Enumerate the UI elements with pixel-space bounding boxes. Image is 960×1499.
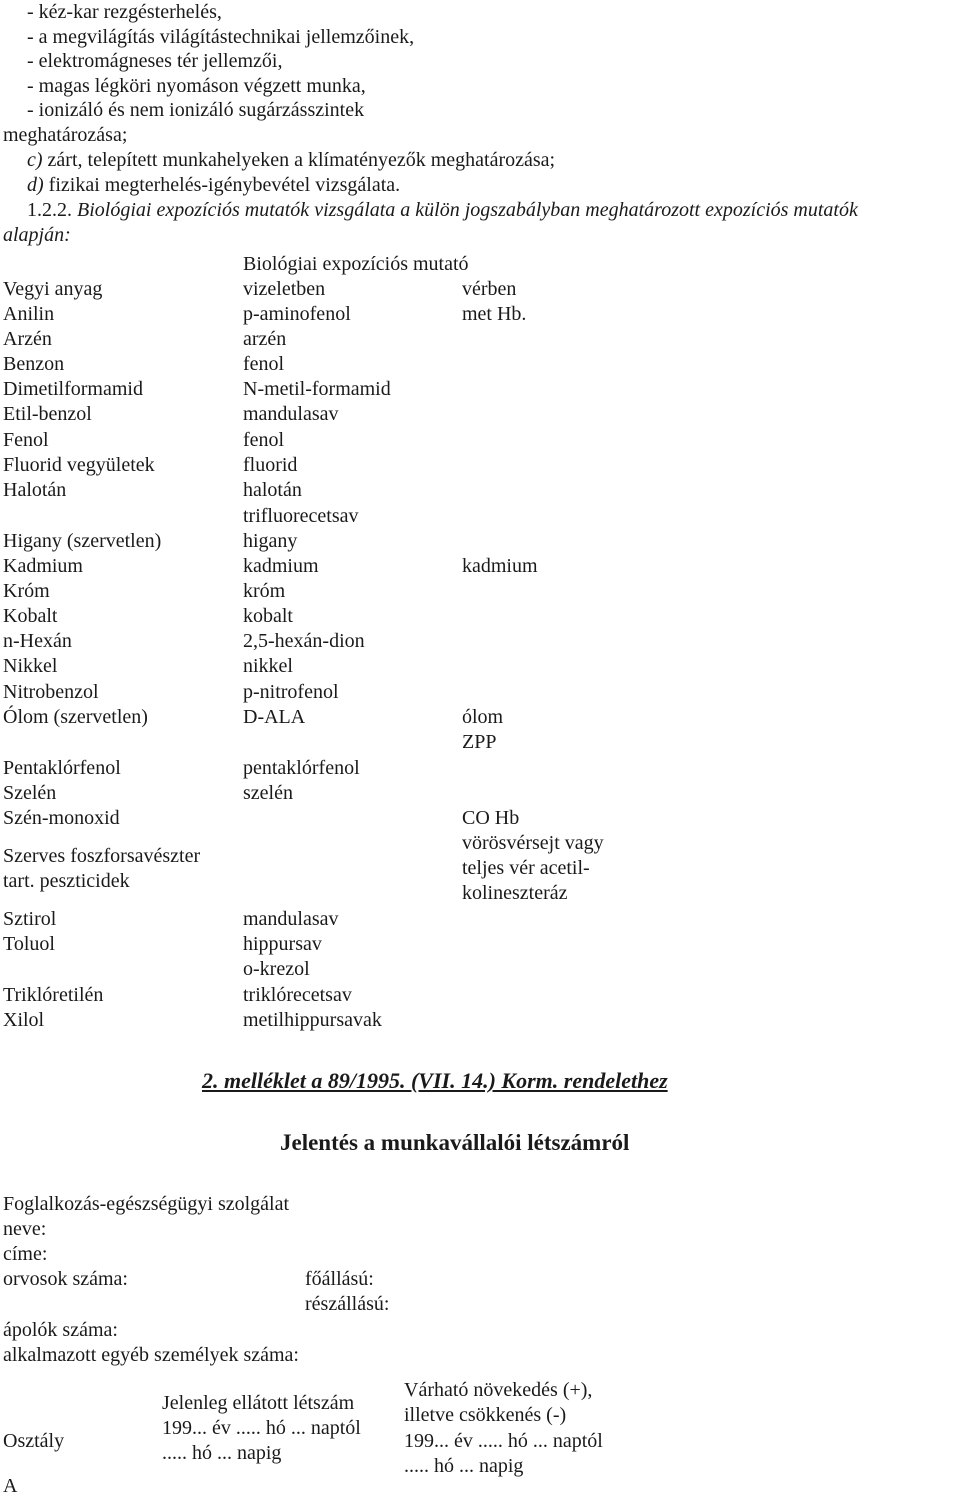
column-header-blood: vérben <box>462 278 517 300</box>
blood-cell: kolineszteráz <box>462 882 568 904</box>
substance-cell: Benzon <box>3 353 65 375</box>
item-text: zárt, telepített munkahelyeken a klímatényezők meghatározása; <box>42 149 556 171</box>
substance-cell: Halotán <box>3 479 67 501</box>
substance-cell: tart. peszticidek <box>3 870 130 892</box>
blood-cell: teljes vér acetil- <box>462 857 590 879</box>
list-item: - a megvilágítás világítástechnikai jellemzőinek, <box>27 26 415 48</box>
blood-cell: kadmium <box>462 555 538 577</box>
name-label: neve: <box>3 1218 47 1240</box>
item-letter: c) <box>27 149 43 171</box>
department-row-label: A <box>3 1475 18 1497</box>
annex-title: 2. melléklet a 89/1995. (VII. 14.) Korm. rendelethez <box>202 1068 668 1093</box>
substance-cell: Fluorid vegyületek <box>3 454 155 476</box>
substance-cell: Anilin <box>3 303 55 325</box>
urine-cell: triklórecetsav <box>243 984 352 1006</box>
section-number: 1.2.2. <box>27 199 77 221</box>
service-label: Foglalkozás-egészségügyi szolgálat <box>3 1193 290 1215</box>
urine-cell: N-metil-formamid <box>243 378 391 400</box>
list-item: meghatározása; <box>3 124 128 146</box>
blood-cell: ZPP <box>462 731 497 753</box>
current-headcount-header: 199... év ..... hó ... naptól <box>162 1417 361 1439</box>
urine-cell: szelén <box>243 782 293 804</box>
table-group-header: Biológiai expozíciós mutató <box>243 253 469 275</box>
urine-cell: 2,5-hexán-dion <box>243 630 365 652</box>
urine-cell: p-nitrofenol <box>243 681 339 703</box>
urine-cell: trifluorecetsav <box>243 505 359 527</box>
fulltime-label: főállású: <box>305 1268 374 1290</box>
current-headcount-header: Jelenleg ellátott létszám <box>162 1392 355 1414</box>
list-item: - ionizáló és nem ionizáló sugárzásszintek <box>27 99 365 121</box>
substance-cell: Dimetilformamid <box>3 378 143 400</box>
urine-cell: kobalt <box>243 605 293 627</box>
blood-cell: vörösvérsejt vagy <box>462 832 604 854</box>
substance-cell: Toluol <box>3 933 55 955</box>
expected-change-header: 199... év ..... hó ... naptól <box>404 1430 603 1452</box>
substance-cell: Nikkel <box>3 655 58 677</box>
expected-change-header: illetve csökkenés (-) <box>404 1404 567 1426</box>
column-header-urine: vizeletben <box>243 278 326 300</box>
parttime-label: részállású: <box>305 1293 390 1315</box>
substance-cell: Pentaklórfenol <box>3 757 121 779</box>
urine-cell: fluorid <box>243 454 298 476</box>
blood-cell: CO Hb <box>462 807 520 829</box>
blood-cell: met Hb. <box>462 303 527 325</box>
substance-cell: Fenol <box>3 429 49 451</box>
urine-cell: D-ALA <box>243 706 306 728</box>
substance-cell: Arzén <box>3 328 52 350</box>
list-item: - elektromágneses tér jellemzői, <box>27 50 283 72</box>
substance-cell: Nitrobenzol <box>3 681 99 703</box>
substance-cell: Xilol <box>3 1009 45 1031</box>
urine-cell: metilhippursavak <box>243 1009 382 1031</box>
doctors-label: orvosok száma: <box>3 1268 128 1290</box>
urine-cell: p-aminofenol <box>243 303 351 325</box>
urine-cell: kadmium <box>243 555 319 577</box>
substance-cell: Szén-monoxid <box>3 807 120 829</box>
substance-cell: Ólom (szervetlen) <box>3 706 148 728</box>
substance-cell: n-Hexán <box>3 630 72 652</box>
urine-cell: mandulasav <box>243 908 339 930</box>
substance-cell: Króm <box>3 580 50 602</box>
urine-cell: halotán <box>243 479 302 501</box>
substance-cell: Szelén <box>3 782 57 804</box>
list-item: - kéz-kar rezgésterhelés, <box>27 1 222 23</box>
section-text-continued: alapján: <box>3 224 71 246</box>
report-title: Jelentés a munkavállalói létszámról <box>280 1130 630 1155</box>
others-label: alkalmazott egyéb személyek száma: <box>3 1344 299 1366</box>
urine-cell: mandulasav <box>243 403 339 425</box>
section-text: Biológiai expozíciós mutatók vizsgálata a külön jogszabályban meghatározott expozíciós mutatók <box>77 199 858 221</box>
department-header: Osztály <box>3 1430 65 1452</box>
substance-cell: Triklóretilén <box>3 984 104 1006</box>
item-text: fizikai megterhelés-igénybevétel vizsgálata. <box>43 174 401 196</box>
substance-cell: Szerves foszforsavészter <box>3 845 201 867</box>
substance-cell: Kadmium <box>3 555 83 577</box>
urine-cell: nikkel <box>243 655 293 677</box>
urine-cell: o-krezol <box>243 958 310 980</box>
column-header-substance: Vegyi anyag <box>3 278 103 300</box>
substance-cell: Kobalt <box>3 605 58 627</box>
substance-cell: Etil-benzol <box>3 403 92 425</box>
urine-cell: hippursav <box>243 933 322 955</box>
blood-cell: ólom <box>462 706 504 728</box>
urine-cell: fenol <box>243 429 285 451</box>
substance-cell: Sztirol <box>3 908 57 930</box>
address-label: címe: <box>3 1243 48 1265</box>
substance-cell: Higany (szervetlen) <box>3 530 162 552</box>
urine-cell: pentaklórfenol <box>243 757 360 779</box>
current-headcount-header: ..... hó ... napig <box>162 1442 282 1464</box>
list-item-c <box>27 148 555 173</box>
list-item: - magas légköri nyomáson végzett munka, <box>27 75 366 97</box>
nurses-label: ápolók száma: <box>3 1319 118 1341</box>
expected-change-header: ..... hó ... napig <box>404 1455 524 1477</box>
urine-cell: króm <box>243 580 286 602</box>
urine-cell: fenol <box>243 353 285 375</box>
section-heading <box>27 198 858 223</box>
urine-cell: higany <box>243 530 298 552</box>
expected-change-header: Várható növekedés (+), <box>404 1379 593 1401</box>
urine-cell: arzén <box>243 328 287 350</box>
list-item-d <box>27 173 400 198</box>
item-letter: d) <box>27 174 44 196</box>
